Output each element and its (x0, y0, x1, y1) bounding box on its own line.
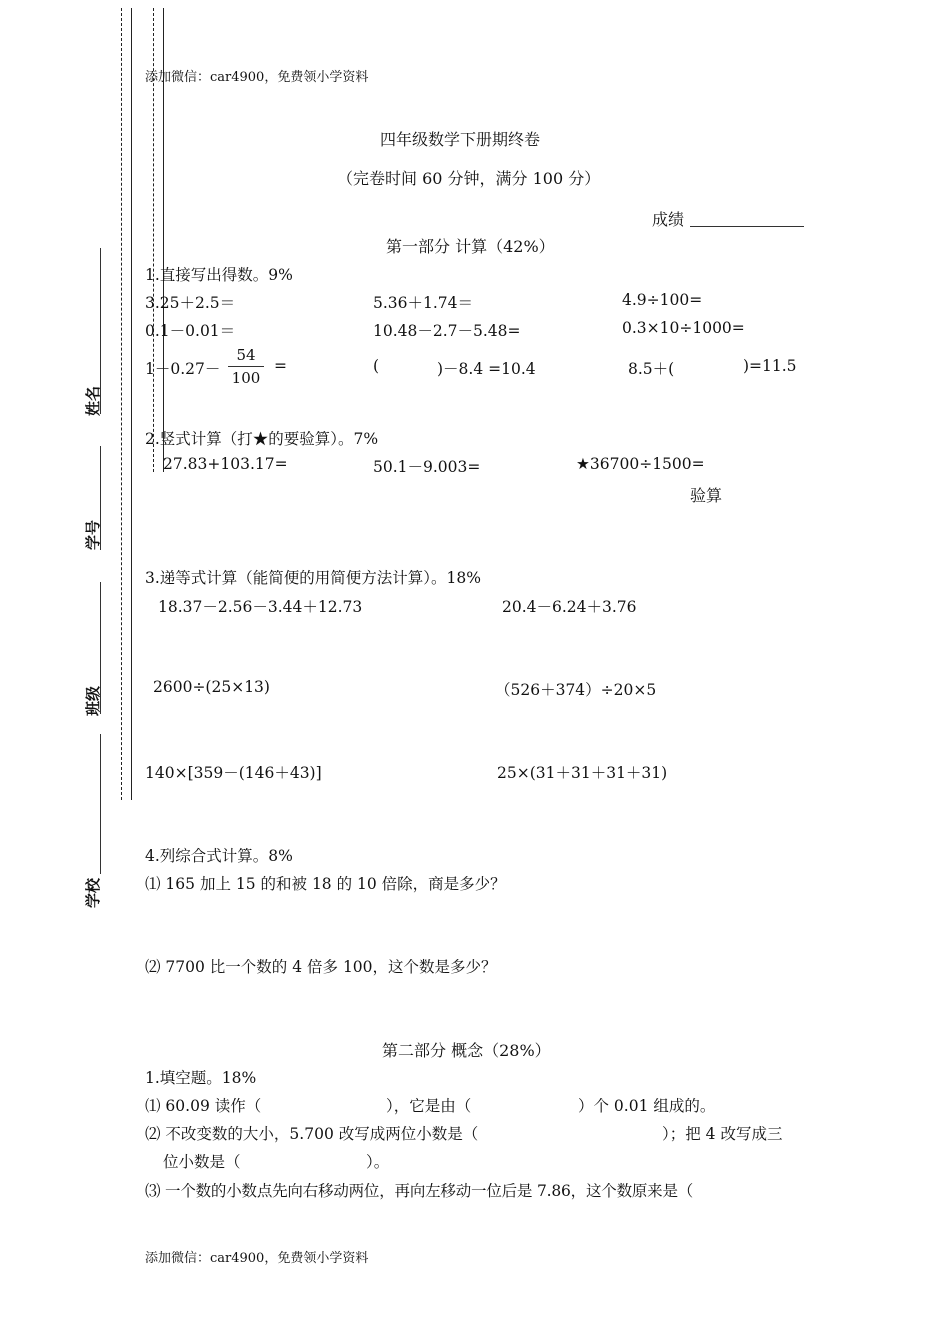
p2-q1-title: 1.填空题。18% (145, 1069, 257, 1087)
school-line (100, 734, 101, 874)
q1-r3-prefix: 1－0.27－ (145, 360, 221, 378)
q1-r2-a: 0.1－0.01＝ (145, 322, 236, 340)
fraction (228, 346, 264, 387)
q1-r2-b: 10.48－2.7－5.48= (373, 322, 521, 340)
q3-item-6: 25×(31＋31＋31＋31) (497, 764, 668, 782)
q2-item-3: ★36700÷1500= (576, 455, 705, 473)
q2-item-1: 27.83+103.17= (163, 455, 288, 473)
side-label-name: 姓名 (84, 385, 102, 416)
q4-item-1: ⑴ 165 加上 15 的和被 18 的 10 倍除，商是多少？ (145, 875, 506, 893)
p2-l4: ⑶ 一个数的小数点先向右移动两位，再向左移动一位后是 7.86，这个数原来是（ (145, 1182, 694, 1200)
q1-r1-b: 5.36＋1.74＝ (373, 294, 474, 312)
p2-l3-a: 位小数是（ (163, 1153, 241, 1171)
side-label-class: 班级 (84, 685, 102, 716)
q1-r2-c: 0.3×10÷1000= (622, 319, 745, 337)
q4-item-2: ⑵ 7700 比一个数的 4 倍多 100，这个数是多少？ (145, 958, 497, 976)
q1-r1-a: 3.25＋2.5＝ (145, 294, 236, 312)
q3-item-5: 140×[359－(146＋43)] (145, 764, 322, 782)
fraction-numerator: 54 (236, 346, 256, 364)
p2-l3-b: ）。 (366, 1153, 390, 1171)
part1-heading: 第一部分 计算（42%） (386, 237, 555, 256)
watermark-bottom: 添加微信：car4900，免费领小学资料 (145, 1251, 369, 1266)
q4-title: 4.列综合式计算。8% (145, 847, 293, 865)
page-subtitle: （完卷时间 60 分钟，满分 100 分） (337, 169, 601, 188)
score-blank (690, 226, 804, 227)
binding-solid-line-1 (131, 8, 132, 800)
q3-item-3: 2600÷(25×13) (153, 678, 270, 696)
q1-r3-eq: = (274, 357, 287, 375)
fraction-denominator: 100 (231, 369, 261, 387)
q1-r1-c: 4.9÷100= (622, 291, 703, 309)
q1-r3-c-pre: 8.5＋( (628, 360, 675, 378)
q3-item-1: 18.37－2.56－3.44＋12.73 (158, 598, 363, 616)
q1-r3-c-rest: )=11.5 (743, 357, 797, 375)
q1-r3-b-rest: )－8.4 =10.4 (437, 360, 536, 378)
q3-item-4: （526＋374）÷20×5 (495, 681, 657, 699)
binding-dashed-line-1 (121, 8, 122, 800)
q1-title: 1.直接写出得数。9% (145, 266, 293, 284)
q1-r3-b-open: ( (373, 357, 380, 375)
q3-item-2: 20.4－6.24＋3.76 (502, 598, 637, 616)
watermark-top: 添加微信：car4900，免费领小学资料 (145, 70, 369, 85)
p2-l1-b: ），它是由（ (386, 1097, 472, 1115)
q2-title: 2.竖式计算（打★的要验算）。7% (145, 430, 379, 448)
page-title: 四年级数学下册期终卷 (380, 130, 541, 149)
q2-item-2: 50.1－9.003= (373, 458, 481, 476)
side-label-school: 学校 (84, 877, 102, 908)
score-label: 成绩 (652, 210, 685, 229)
part2-heading: 第二部分 概念（28%） (382, 1041, 551, 1060)
q2-check-label: 验算 (690, 486, 723, 505)
q3-title: 3.递等式计算（能简便的用简便方法计算）。18% (145, 569, 481, 587)
p2-l1-a: ⑴ 60.09 读作（ (145, 1097, 262, 1115)
p2-l1-c: ）个 0.01 组成的。 (578, 1097, 716, 1115)
p2-l2-a: ⑵ 不改变数的大小，5.700 改写成两位小数是（ (145, 1125, 479, 1143)
side-label-id: 学号 (84, 519, 102, 550)
fraction-bar (228, 366, 264, 367)
p2-l2-b: ）；把 4 改写成三 (662, 1125, 783, 1143)
